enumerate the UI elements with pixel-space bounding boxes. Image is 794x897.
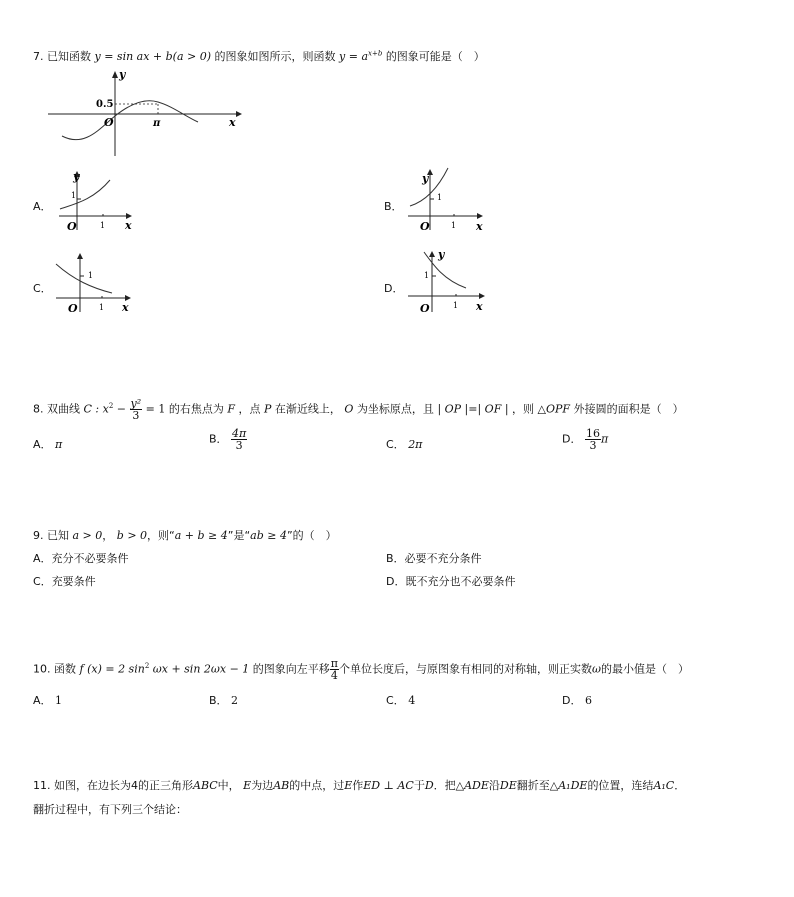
q10-stem: 10. 函数 f (x) = 2 $\sin^2 \omega x + \sin 2\omega x - 1$ 的图象向左平移 $\frac{\pi}{4}$ 个单位长度后，与原图象有相同的对称轴，则正实数ω的最小值是（ ） [33, 657, 690, 682]
q7-main-origin: O [104, 116, 114, 129]
svg-text:1: 1 [71, 191, 77, 200]
svg-text:x: x [476, 220, 483, 233]
svg-text:1: 1 [437, 193, 443, 202]
q7-number: 7. [33, 50, 44, 63]
svg-text:O: O [420, 220, 430, 233]
q8-fraction: $\frac{\text{y²}}{3}$ [130, 397, 142, 422]
q7-option-a-graph[interactable] [55, 168, 137, 234]
q7-option-b-graph[interactable] [404, 166, 488, 234]
q9-option-a[interactable]: A．充分不必要条件 [33, 552, 129, 565]
q8-option-b[interactable]: B． $\frac{4\pi}{3}$ [209, 427, 247, 452]
q10-fraction: $\frac{\pi}{4}$ [330, 657, 339, 682]
q9-stem: 9. 已知 a > 0， b > 0，则“a + b ≥ 4”是“ab ≥ 4”的（ ） [33, 529, 337, 542]
q7-option-d-graph[interactable] [404, 246, 490, 318]
svg-text:1: 1 [424, 271, 430, 280]
q7-main-graph [40, 68, 250, 160]
q7-main-half: 0.5 [96, 99, 114, 110]
svg-text:1: 1 [100, 221, 106, 230]
q7-main-pi: π [153, 118, 161, 129]
q7-option-d-label[interactable]: D． [384, 282, 404, 295]
q11-stem: 11. 如图，在边长为4的正三角形ABC中， E为边AB的中点，过E作ED ⊥ AC于D．把△ADE沿DE翻折至△A₁DE的位置，连结A₁C． [33, 779, 686, 792]
svg-text:O: O [68, 302, 78, 315]
q9-number: 9. [33, 529, 44, 542]
svg-text:1: 1 [99, 303, 105, 312]
svg-text:1: 1 [451, 221, 457, 230]
q10-option-b[interactable]: B． 2 [209, 694, 239, 707]
q7-option-c-graph[interactable] [52, 250, 138, 316]
q7-main-y-label: y [119, 68, 126, 81]
q8-stem: 8. 双曲线 C : $x^2$ − $\frac{\text{y²}}{3}$ = 1 的右焦点为 F ，点 P 在渐近线上， O 为坐标原点，且 | OP |=| OF | ，则 △OPF 外接圆的面积是（ ） [33, 397, 684, 422]
q8-option-c[interactable]: C． 2π [386, 438, 423, 451]
svg-text:x: x [476, 300, 483, 313]
q7-option-a-label[interactable]: A． [33, 200, 52, 213]
svg-text:O: O [67, 220, 77, 233]
q11-number: 11. [33, 779, 51, 792]
svg-text:y: y [422, 172, 429, 185]
svg-text:y: y [73, 170, 80, 183]
q7-option-c-label[interactable]: C． [33, 282, 52, 295]
q10-number: 10. [33, 662, 51, 676]
q9-option-d[interactable]: D．既不充分也不必要条件 [386, 575, 516, 588]
q11-line2: 翻折过程中，有下列三个结论： [33, 803, 187, 816]
q10-option-a[interactable]: A． 1 [33, 694, 63, 707]
svg-text:y: y [438, 248, 445, 261]
q8-option-a[interactable]: A． π [33, 438, 63, 451]
q8-number: 8. [33, 402, 44, 416]
svg-text:y: y [86, 250, 93, 263]
q10-option-d[interactable]: D． 6 [562, 694, 592, 707]
q7-main-x-label: x [229, 116, 236, 129]
svg-text:O: O [420, 302, 430, 315]
q7-option-b-label[interactable]: B． [384, 200, 403, 213]
svg-text:x: x [125, 219, 132, 232]
q9-option-b[interactable]: B．必要不充分条件 [386, 552, 482, 565]
svg-text:x: x [122, 301, 129, 314]
q7-func1: y = sin ax + b(a > 0) [94, 50, 212, 63]
q8-option-d[interactable]: D． $\frac{16}{3}$ π [562, 427, 609, 452]
q7-func2: y = a [339, 50, 369, 63]
svg-text:1: 1 [453, 301, 459, 310]
svg-text:1: 1 [88, 271, 94, 280]
q9-option-c[interactable]: C．充要条件 [33, 575, 96, 588]
q7-stem: 7. 已知函数 y = sin ax + b(a > 0) 的图象如图所示，则函数 $y = a^{x+b}$ 的图象可能是（ ） [33, 49, 485, 63]
q10-option-c[interactable]: C． 4 [386, 694, 416, 707]
